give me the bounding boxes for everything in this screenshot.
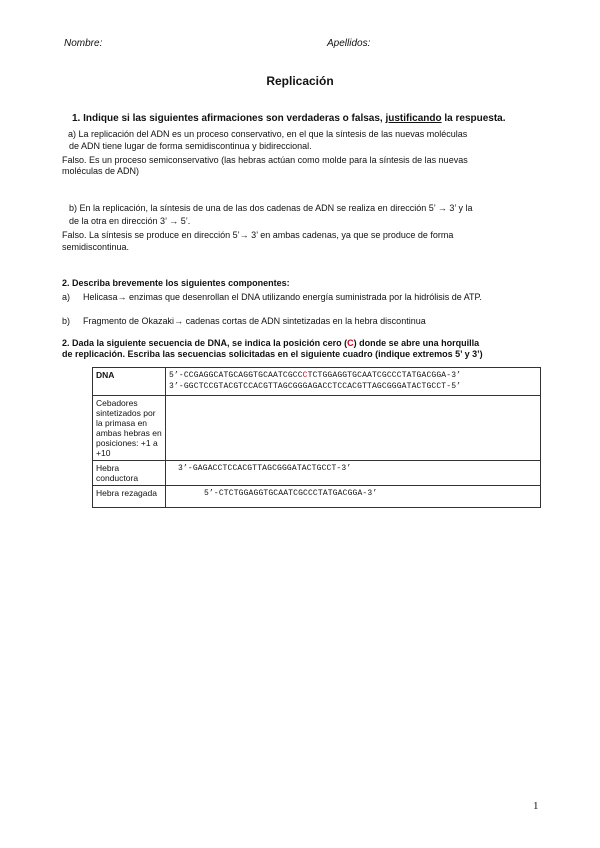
name-label: Nombre:	[64, 38, 103, 49]
row-label-primers: Cebadores sintetizados por la primasa en ambas hebras en posiciones: +1 a +10	[93, 396, 166, 461]
q2-a: a) Helicasa→ enzimas que desenrollan el DNA utilizando energía suministrada por la hidrólisis de ATP.	[62, 292, 482, 302]
dna-sequences	[166, 368, 541, 396]
lagging-strand-value: 5’-CTCTGGAGGTGCAATCGCCCTATGACGGA-3’	[166, 486, 541, 508]
q2-b: b) Fragmento de Okazaki→ cadenas cortas de ADN sintetizadas en la hebra discontinua	[62, 316, 426, 326]
surname-label: Apellidos:	[327, 38, 371, 49]
table-row	[93, 461, 541, 486]
leading-strand-value: 3’-GAGACCTCCACGTTAGCGGGATACTGCCT-3’	[166, 461, 541, 486]
q1-b-line1: b) En la replicación, la síntesis de una de las dos cadenas de ADN se realiza en dirección 5’ → 3’ y la	[69, 203, 473, 213]
page-title: Replicación	[266, 74, 334, 88]
q1-b-answer-line1: Falso. La síntesis se produce en dirección 5’→ 3’ en ambas cadenas, ya que se produce de forma	[62, 230, 454, 240]
dna-top-strand: 5’-CCGAGGCATGCAGGTGCAATCGCCCTCTGGAGGTGCAATCGCCCTATGACGGA-3’	[169, 371, 462, 380]
primers-cell[interactable]	[166, 396, 541, 461]
q1-b-answer-line2: semidiscontinua.	[62, 242, 130, 252]
arrow-right-icon: →	[174, 316, 184, 326]
q1-a-answer-line2: moléculas de ADN)	[62, 166, 140, 176]
row-label-leading: Hebra conductora	[93, 461, 166, 486]
arrow-right-icon: →	[117, 292, 127, 302]
row-label-dna: DNA	[93, 368, 166, 396]
table-row	[93, 396, 541, 461]
table-row	[93, 486, 541, 508]
q1-heading: 1. Indique si las siguientes afirmaciones son verdaderas o falsas, justificando la respuesta.	[72, 113, 506, 124]
q2-heading: 2. Describa brevemente los siguientes componentes:	[62, 278, 290, 288]
page-number: 1	[533, 800, 539, 812]
q1-a-answer-line1: Falso. Es un proceso semiconservativo (las hebras actúan como molde para la síntesis de las nuevas	[62, 155, 468, 165]
sequence-table	[92, 367, 541, 508]
q1-b-line2: de la otra en dirección 3’ → 5’.	[69, 216, 191, 226]
table-row	[93, 368, 541, 396]
q1-a-line1: a) La replicación del ADN es un proceso conservativo, en el que la síntesis de las nuevas moléculas	[68, 129, 468, 139]
row-label-lagging: Hebra rezagada	[93, 486, 166, 508]
q3-heading-line1: 2. Dada la siguiente secuencia de DNA, se indica la posición cero (C) donde se abre una horquilla	[62, 338, 480, 348]
dna-bottom-strand: 3’-GGCTCCGTACGTCCACGTTAGCGGGAGACCTCCACGTTAGCGGGATACTGCCT-5’	[169, 382, 462, 391]
q1-a-line2: de ADN tiene lugar de forma semidiscontinua y bidireccional.	[69, 141, 312, 151]
q3-heading-line2: de replicación. Escriba las secuencias solicitadas en el siguiente cuadro (indique extremos 5’ y 3’)	[62, 349, 483, 359]
